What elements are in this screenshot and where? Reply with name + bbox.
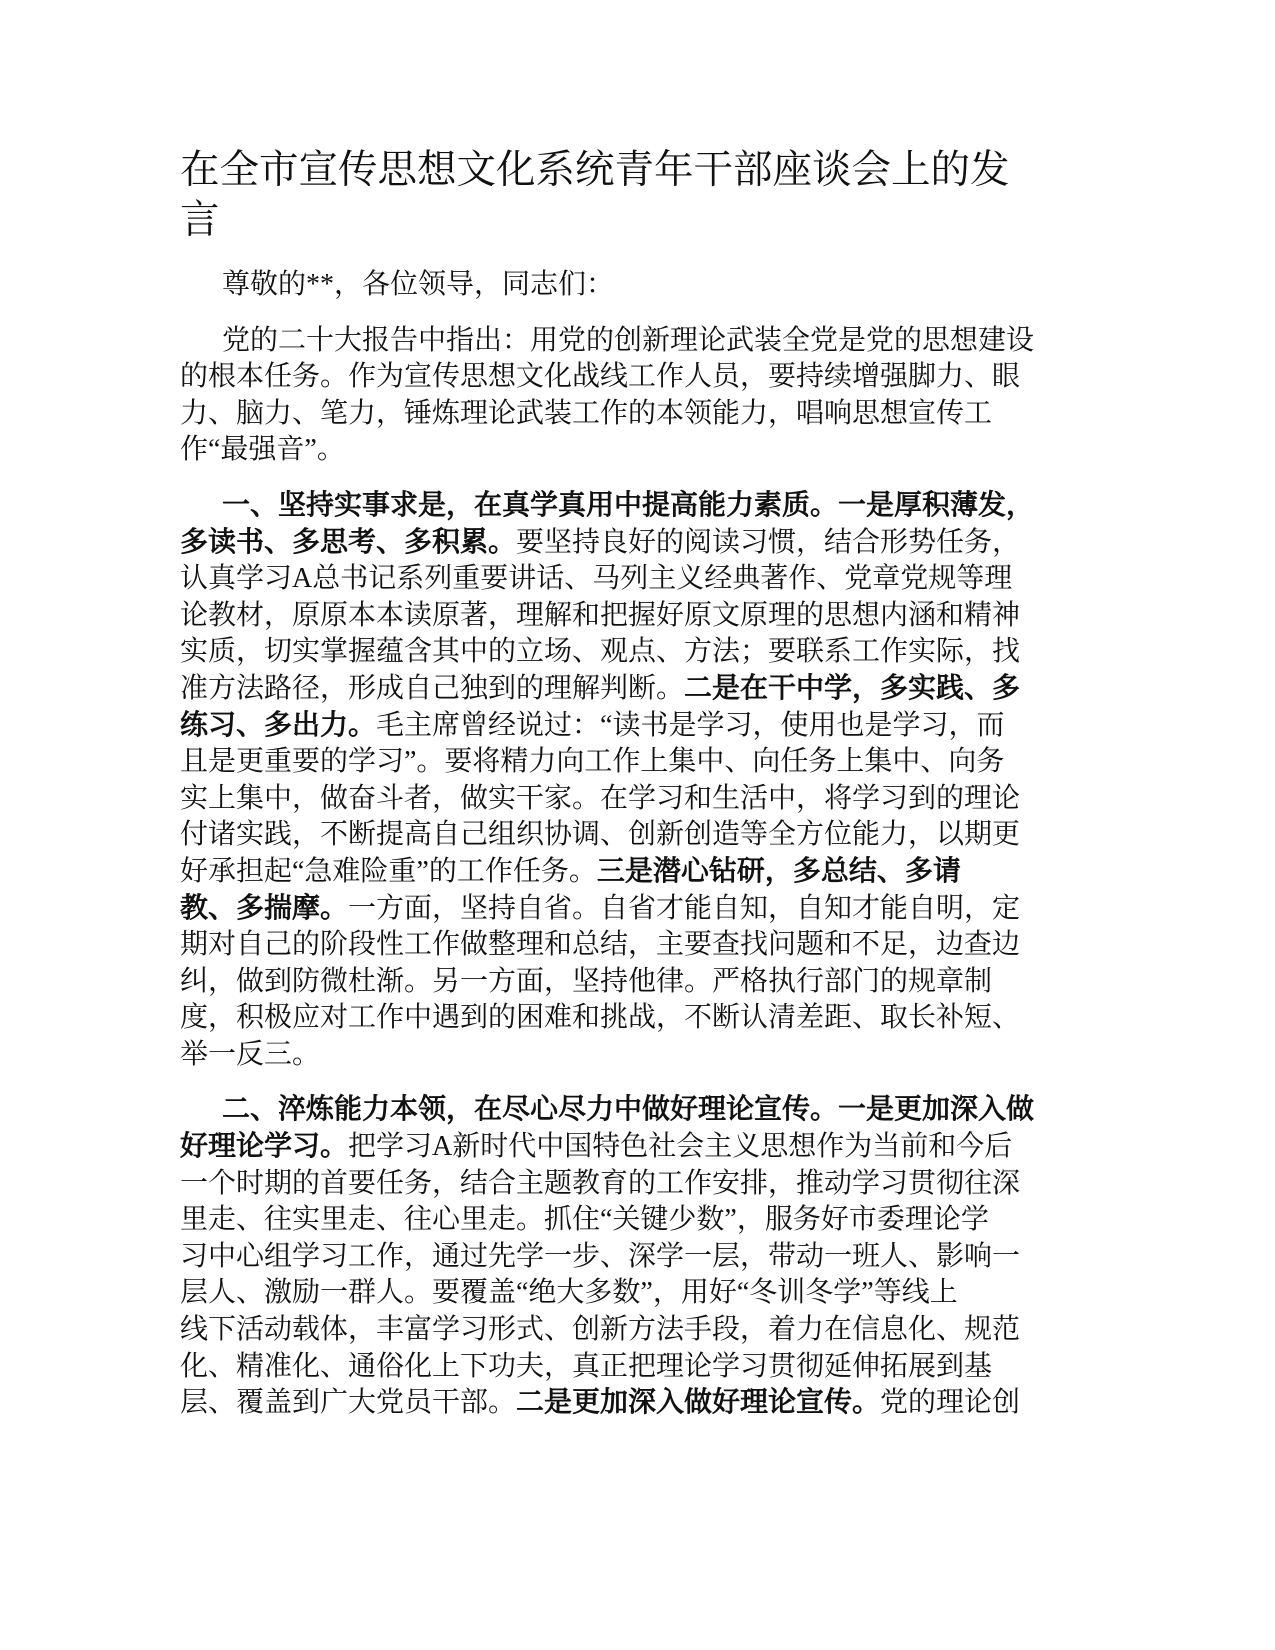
text-line xyxy=(180,1092,1035,1129)
text-run: 毛主席曾经说过：“读书是学习，使用也是学习，而 xyxy=(376,709,1005,741)
text-run: 层、覆盖到广大党员干部。 xyxy=(180,1387,517,1419)
text-line xyxy=(180,1385,1025,1422)
text-line xyxy=(180,708,1025,745)
text-run: 线下活动载体，丰富学习形式、创新方法手段，着力在信息化、规范 xyxy=(180,1314,1021,1346)
text-line xyxy=(180,854,1025,891)
document-content xyxy=(180,145,1035,1422)
text-run: 习中心组学习工作，通过先学一步、深学一层，带动一班人、影响一 xyxy=(180,1240,1021,1272)
paragraph xyxy=(180,1092,1035,1421)
text-run: 纠，做到防微杜渐。另一方面，坚持他律。严格执行部门的规章制 xyxy=(180,965,993,997)
text-line xyxy=(180,1000,1025,1037)
bold-text-run: 好理论学习。 xyxy=(180,1131,349,1163)
text-line xyxy=(180,1275,1025,1312)
text-line xyxy=(180,891,1025,928)
text-line xyxy=(180,488,1035,525)
text-run: 化、精准化、通俗化上下功夫，真正把理论学习贯彻延伸拓展到基 xyxy=(180,1350,993,1382)
bold-text-run: 二是更加深入做好理论宣传。 xyxy=(516,1387,881,1419)
title-line: 在全市宣传思想文化系统青年干部座谈会上的发 xyxy=(180,147,1010,193)
text-run: 实上集中，做奋斗者，做实干家。在学习和生活中，将学习到的理论 xyxy=(180,782,1021,814)
text-run: 要坚持良好的阅读习惯，结合形势任务， xyxy=(516,526,1021,558)
text-run: 准方法路径，形成自己独到的理解判断。 xyxy=(180,672,685,704)
text-run: 期对自己的阶段性工作做整理和总结，主要查找问题和不足，边查边 xyxy=(180,929,1021,961)
text-line xyxy=(180,1037,1025,1074)
text-line xyxy=(180,1239,1025,1276)
text-line xyxy=(180,1129,1025,1166)
text-run: 论教材，原原本本读原著，理解和把握好原文原理的思想内涵和精神 xyxy=(180,599,1021,631)
text-run: 把学习A新时代中国特色社会主义思想作为当前和今后 xyxy=(348,1131,1013,1163)
bold-text-run: 二、淬炼能力本领，在尽心尽力中做好理论宣传。一是更加深入做 xyxy=(222,1094,1035,1126)
text-line xyxy=(180,1202,1025,1239)
text-line xyxy=(180,1312,1025,1349)
title-line: 言 xyxy=(180,197,220,243)
document-body xyxy=(180,267,1035,1422)
bold-text-run: 三是潜心钻研，多总结、多请 xyxy=(596,855,961,887)
text-line xyxy=(180,634,1025,671)
text-run: 尊敬的**，各位领导，同志们： xyxy=(222,269,615,300)
paragraph xyxy=(180,488,1035,1074)
text-run: 举一反三。 xyxy=(180,1038,321,1070)
text-run: 一个时期的首要任务，结合主题教育的工作安排，推动学习贯彻往深 xyxy=(180,1167,1021,1199)
text-run: 一方面，坚持自省。自省才能自知，自知才能自明，定 xyxy=(348,892,1021,924)
bold-text-run: 二是在干中学，多实践、多 xyxy=(684,672,1021,704)
text-run: 且是更重要的学习”。要将精力向工作上集中、向任务上集中、向务 xyxy=(180,746,1005,778)
text-run: 作“最强音”。 xyxy=(180,434,345,466)
text-run: 度，积极应对工作中遇到的困难和挑战，不断认清差距、取长补短、 xyxy=(180,1002,1021,1034)
text-line xyxy=(180,1349,1025,1386)
text-run: 里走、往实里走、往心里走。抓住“关键少数”，服务好市委理论学 xyxy=(180,1204,989,1236)
text-line xyxy=(180,671,1025,708)
text-run: 实质，切实掌握蕴含其中的立场、观点、方法；要联系工作实际，找 xyxy=(180,636,1021,668)
text-run: 付诸实践，不断提高自己组织协调、创新创造等全方位能力，以期更 xyxy=(180,819,1021,851)
text-run: 的根本任务。作为宣传思想文化战线工作人员，要持续增强脚力、眼 xyxy=(180,361,1021,393)
paragraph xyxy=(180,323,1035,469)
paragraph xyxy=(180,267,1025,304)
text-line xyxy=(180,744,1025,781)
text-run: 认真学习A总书记系列重要讲话、马列主义经典著作、党章党规等理 xyxy=(180,563,1013,595)
text-run: 力、脑力、笔力，锤炼理论武装工作的本领能力，唱响思想宣传工 xyxy=(180,397,993,429)
bold-text-run: 练习、多出力。 xyxy=(180,709,377,741)
text-line xyxy=(180,432,1025,469)
text-run: 层人、激励一群人。要覆盖“绝大多数”，用好“冬训冬学”等线上 xyxy=(180,1277,958,1309)
document-title xyxy=(180,145,1025,245)
text-line xyxy=(180,1166,1025,1203)
text-line xyxy=(180,267,1025,304)
text-line xyxy=(180,525,1025,562)
text-line xyxy=(180,781,1025,818)
bold-text-run: 教、多揣摩。 xyxy=(180,892,349,924)
text-line xyxy=(180,598,1025,635)
text-run: 党的理论创 xyxy=(880,1387,1021,1419)
bold-text-run: 多读书、多思考、多积累。 xyxy=(180,526,517,558)
text-line xyxy=(180,359,1025,396)
text-line xyxy=(180,323,1035,360)
text-line xyxy=(180,964,1025,1001)
text-line xyxy=(180,927,1025,964)
text-line xyxy=(180,396,1025,433)
bold-text-run: 一、坚持实事求是，在真学真用中提高能力素质。一是厚积薄发， xyxy=(222,489,1035,521)
text-line xyxy=(180,561,1025,598)
text-run: 党的二十大报告中指出：用党的创新理论武装全党是党的思想建设 xyxy=(222,324,1035,356)
text-line xyxy=(180,817,1025,854)
text-run: 好承担起“急难险重”的工作任务。 xyxy=(180,855,597,887)
